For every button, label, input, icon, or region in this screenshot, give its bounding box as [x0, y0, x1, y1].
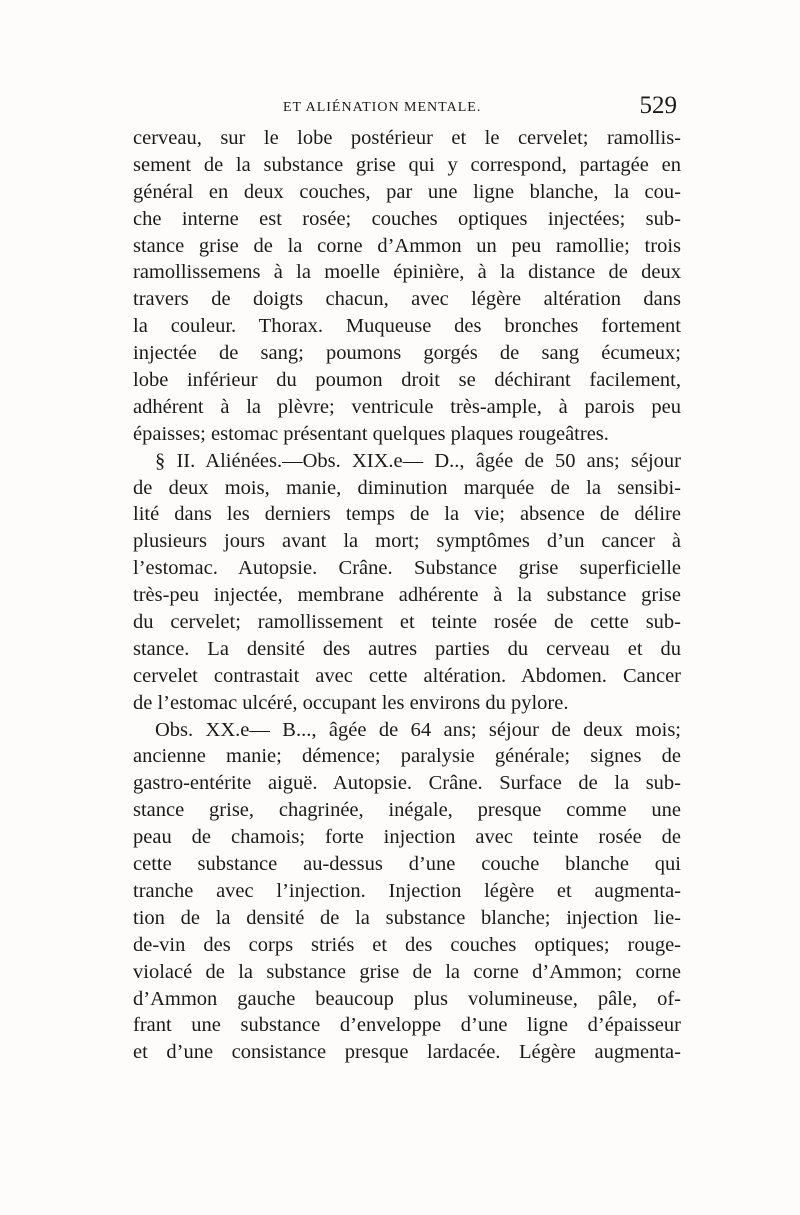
page-number: 529 — [639, 92, 677, 119]
text-line: la couleur. Thorax. Muqueuse des bronches fortement — [133, 315, 681, 338]
text-line: violacé de la substance grise de la corne d’Ammon; corne — [133, 960, 681, 983]
text-line: l’estomac. Autopsie. Crâne. Substance grise superficielle — [133, 557, 681, 580]
text-line: de-vin des corps striés et des couches optiques; rouge- — [133, 933, 681, 956]
text-line: épaisses; estomac présentant quelques plaques rougeâtres. — [133, 422, 609, 445]
text-line: lobe inférieur du poumon droit se déchirant facilement, — [133, 369, 681, 392]
text-line: cette substance au-dessus d’une couche blanche qui — [133, 853, 681, 876]
text-line: sement de la substance grise qui y correspond, partagée en — [133, 153, 681, 176]
text-line: lité dans les derniers temps de la vie; absence de délire — [133, 503, 681, 526]
text-line: ancienne manie; démence; paralysie générale; signes de — [133, 745, 681, 768]
running-title: ET ALIÉNATION MENTALE. — [283, 100, 482, 115]
text-line: cerveau, sur le lobe postérieur et le cervelet; ramollis- — [133, 127, 681, 149]
text-line: gastro-entérite aiguë. Autopsie. Crâne. Surface de la sub- — [133, 772, 681, 795]
text-line: d’Ammon gauche beaucoup plus volumineuse, pâle, of- — [133, 987, 681, 1010]
text-line: de l’estomac ulcéré, occupant les environs du pylore. — [133, 691, 569, 714]
text-line: travers de doigts chacun, avec légère altération dans — [133, 288, 681, 311]
text-line: stance grise de la corne d’Ammon un peu ramollie; trois — [133, 234, 681, 257]
text-line: Obs. XX.e— B..., âgée de 64 ans; séjour de deux mois; — [155, 718, 681, 741]
text-line: che interne est rosée; couches optiques injectées; sub- — [133, 207, 681, 230]
body-text — [133, 125, 681, 1066]
text-line: et d’une consistance presque lardacée. Légère augmenta- — [133, 1041, 681, 1064]
text-line: frant une substance d’enveloppe d’une ligne d’épaisseur — [133, 1014, 681, 1037]
text-line: ramollissemens à la moelle épinière, à la distance de deux — [133, 261, 681, 284]
text-line: tranche avec l’injection. Injection légère et augmenta- — [133, 879, 681, 902]
text-line: stance. La densité des autres parties du cerveau et du — [133, 637, 681, 660]
text-line: général en deux couches, par une ligne blanche, la cou- — [133, 180, 681, 203]
text-line: § II. Aliénées.—Obs. XIX.e— D.., âgée de 50 ans; séjour — [155, 449, 681, 472]
text-line: injectée de sang; poumons gorgés de sang écumeux; — [133, 342, 681, 365]
text-line: cervelet contrastait avec cette altération. Abdomen. Cancer — [133, 664, 681, 687]
text-line: adhérent à la plèvre; ventricule très-ample, à parois peu — [133, 395, 681, 418]
text-line: du cervelet; ramollissement et teinte rosée de cette sub- — [133, 611, 681, 634]
text-line: de deux mois, manie, diminution marquée de la sensibi- — [133, 476, 681, 499]
text-line: stance grise, chagrinée, inégale, presque comme une — [133, 799, 681, 822]
running-head — [133, 92, 681, 122]
text-line: peau de chamois; forte injection avec teinte rosée de — [133, 826, 681, 849]
text-line: très-peu injectée, membrane adhérente à la substance grise — [133, 584, 681, 607]
text-line: plusieurs jours avant la mort; symptômes d’un cancer à — [133, 530, 681, 553]
text-line: tion de la densité de la substance blanche; injection lie- — [133, 906, 681, 929]
